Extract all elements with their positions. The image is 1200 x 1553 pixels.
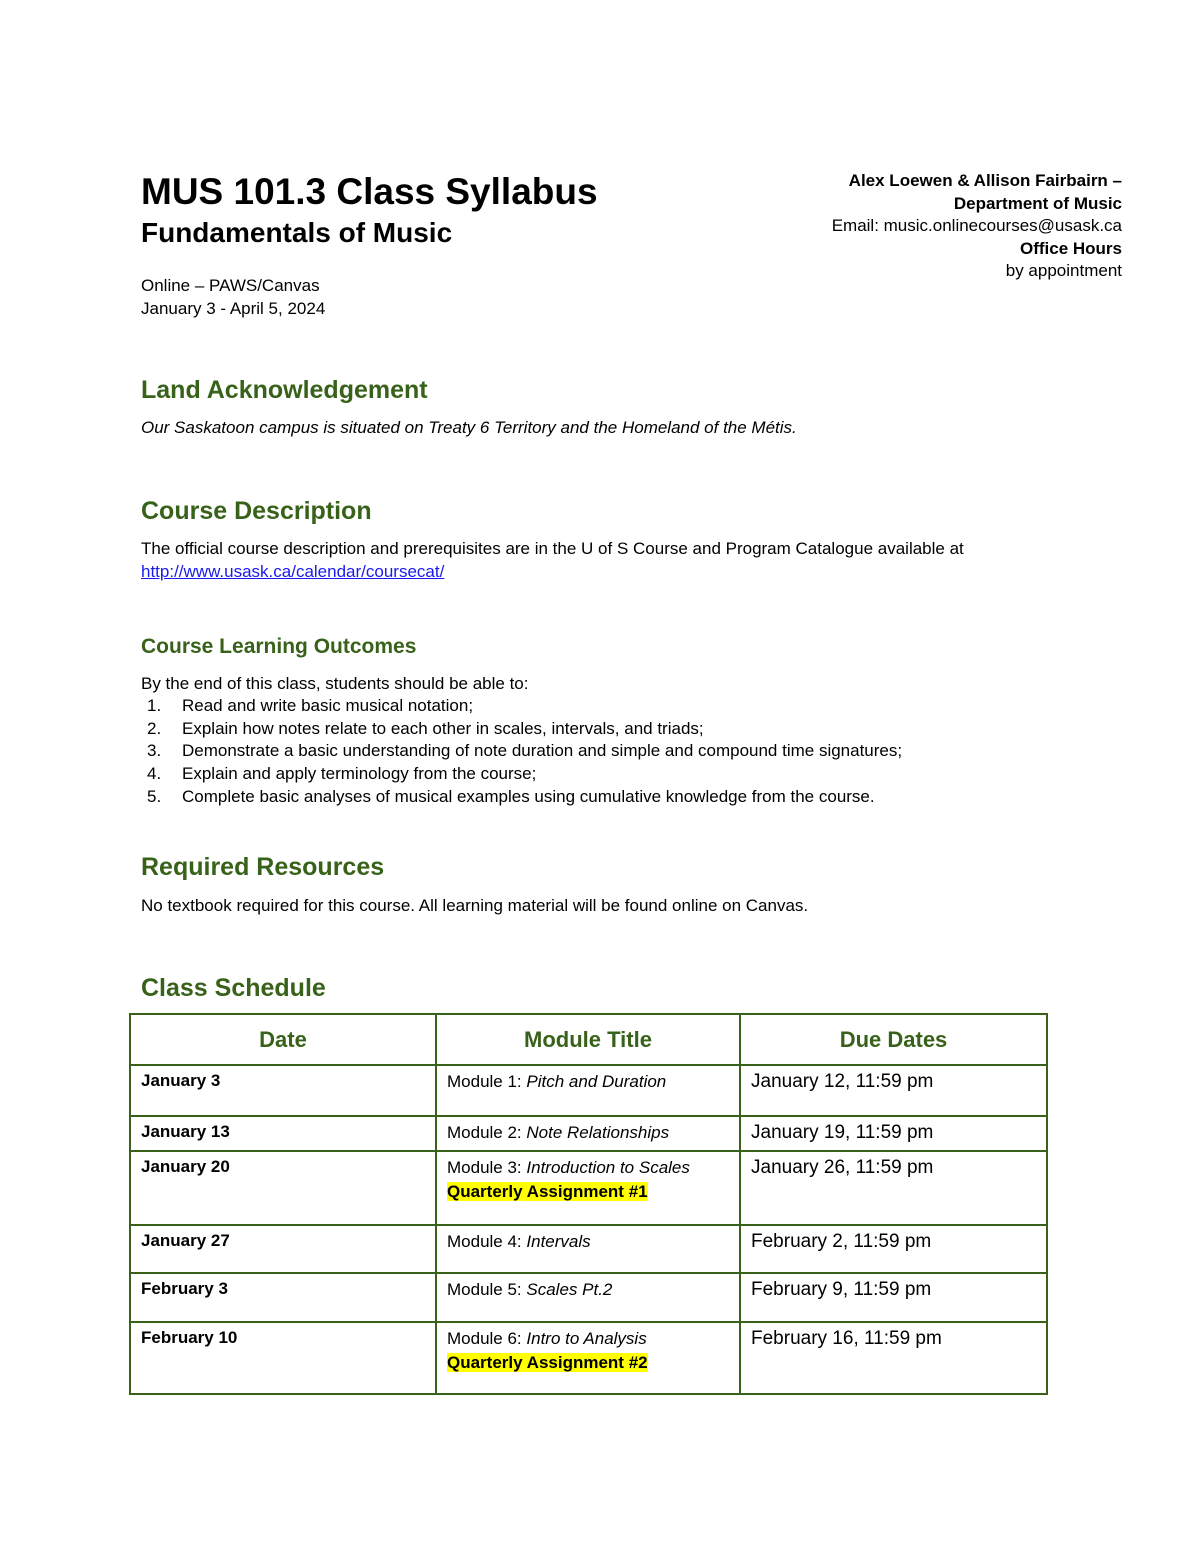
module-prefix: Module 6:	[447, 1329, 527, 1348]
module-title: Introduction to Scales	[526, 1158, 690, 1177]
module-title: Intro to Analysis	[526, 1329, 647, 1348]
date-cell: January 3	[130, 1065, 436, 1116]
list-text: Explain how notes relate to each other in scales, intervals, and triads;	[182, 718, 704, 738]
course-description-text	[141, 538, 1011, 583]
delivery-mode: Online – PAWS/Canvas	[141, 276, 320, 295]
land-acknowledgement-heading: Land Acknowledgement	[141, 376, 428, 404]
date-cell: January 27	[130, 1225, 436, 1273]
module-prefix: Module 2:	[447, 1123, 527, 1142]
table-row	[130, 1225, 1047, 1273]
module-prefix: Module 4:	[447, 1232, 527, 1251]
date-cell: January 20	[130, 1151, 436, 1225]
list-number: 1.	[147, 696, 162, 715]
list-number: 2.	[147, 718, 162, 738]
module-title: Intervals	[526, 1232, 591, 1251]
module-prefix: Module 1:	[447, 1072, 527, 1091]
table-row	[130, 1116, 1047, 1151]
course-subtitle: Fundamentals of Music	[141, 217, 453, 248]
class-schedule-heading: Class Schedule	[141, 974, 326, 1002]
module-cell	[436, 1065, 740, 1116]
module-cell	[436, 1322, 740, 1394]
module-prefix: Module 3:	[447, 1158, 527, 1177]
list-item	[141, 763, 902, 786]
module-cell	[436, 1151, 740, 1225]
table-header-row	[130, 1014, 1047, 1065]
table-row	[130, 1151, 1047, 1225]
required-resources-heading: Required Resources	[141, 853, 385, 881]
assignment-badge: Quarterly Assignment #1	[447, 1182, 648, 1201]
list-item	[141, 718, 902, 741]
course-description-heading: Course Description	[141, 497, 372, 525]
list-item	[141, 695, 902, 718]
due-cell: February 2, 11:59 pm	[740, 1225, 1047, 1273]
date-cell: January 13	[130, 1116, 436, 1151]
list-text: Read and write basic musical notation;	[182, 696, 474, 715]
date-cell: February 10	[130, 1322, 436, 1394]
due-cell: February 9, 11:59 pm	[740, 1273, 1047, 1322]
module-prefix: Module 5:	[447, 1280, 527, 1299]
department: Department of Music	[953, 194, 1122, 213]
table-row	[130, 1322, 1047, 1394]
module-title: Scales Pt.2	[526, 1280, 613, 1299]
column-header-due: Due Dates	[740, 1014, 1047, 1065]
module-cell	[436, 1225, 740, 1273]
list-text: Demonstrate a basic understanding of note duration and simple and compound time signatures;	[182, 741, 903, 761]
term-dates: January 3 - April 5, 2024	[141, 299, 326, 318]
column-header-module: Module Title	[436, 1014, 740, 1065]
table-row	[130, 1273, 1047, 1322]
page-title: MUS 101.3 Class Syllabus	[141, 171, 598, 212]
module-title: Note Relationships	[526, 1123, 670, 1142]
course-catalogue-link[interactable]: http://www.usask.ca/calendar/coursecat/	[141, 561, 445, 581]
due-cell: February 16, 11:59 pm	[740, 1322, 1047, 1394]
module-cell	[436, 1273, 740, 1322]
list-number: 5.	[147, 786, 162, 806]
learning-outcomes-list	[141, 695, 902, 809]
list-item	[141, 786, 902, 809]
due-cell: January 26, 11:59 pm	[740, 1151, 1047, 1225]
course-description-body: The official course description and prerequisites are in the U of S Course and Program Catalogue available at	[141, 539, 964, 558]
list-text: Explain and apply terminology from the course;	[182, 764, 537, 784]
land-acknowledgement-text: Our Saskatoon campus is situated on Treaty 6 Territory and the Homeland of the Métis.	[141, 418, 797, 437]
list-number: 4.	[147, 764, 162, 784]
list-number: 3.	[147, 741, 162, 761]
column-header-date: Date	[130, 1014, 436, 1065]
required-resources-text: No textbook required for this course. All learning material will be found online on Canvas.	[141, 896, 809, 915]
office-hours-value: by appointment	[1005, 261, 1122, 280]
module-cell	[436, 1116, 740, 1151]
due-cell: January 19, 11:59 pm	[740, 1116, 1047, 1151]
due-cell: January 12, 11:59 pm	[740, 1065, 1047, 1116]
office-hours-label: Office Hours	[1019, 239, 1122, 258]
list-item	[141, 740, 902, 763]
list-text: Complete basic analyses of musical examples using cumulative knowledge from the course.	[182, 786, 875, 806]
learning-outcomes-heading: Course Learning Outcomes	[141, 635, 417, 658]
module-title: Pitch and Duration	[526, 1072, 667, 1091]
learning-outcomes-intro: By the end of this class, students should be able to:	[141, 674, 529, 693]
schedule-table	[129, 1013, 1048, 1395]
instructors: Alex Loewen & Allison Fairbairn –	[848, 171, 1122, 190]
date-cell: February 3	[130, 1273, 436, 1322]
table-row	[130, 1065, 1047, 1116]
contact-email: Email: music.onlinecourses@usask.ca	[831, 216, 1122, 235]
assignment-badge: Quarterly Assignment #2	[447, 1353, 648, 1372]
